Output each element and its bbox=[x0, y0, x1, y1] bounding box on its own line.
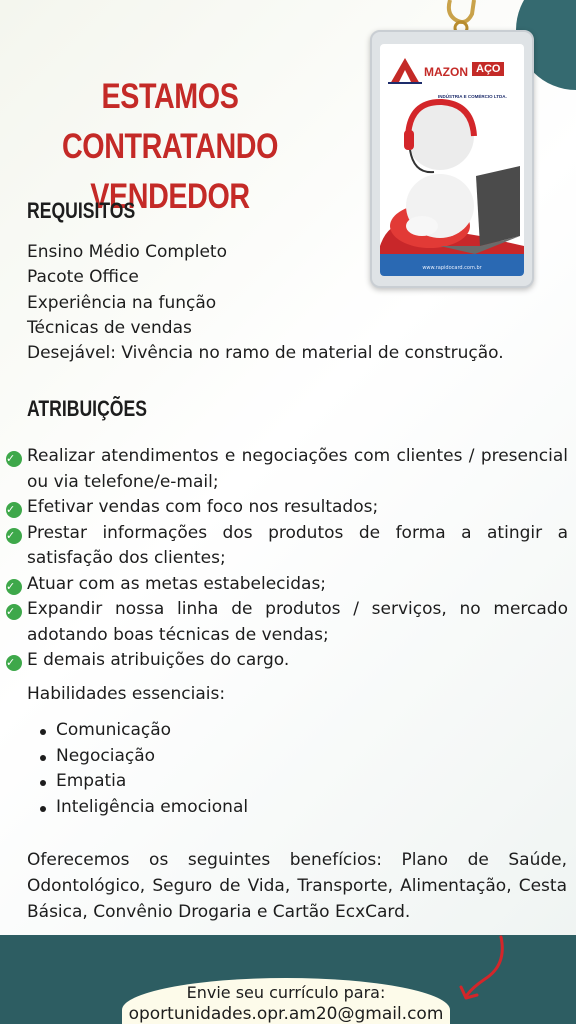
requisitos-heading: REQUISITOS bbox=[27, 198, 136, 223]
list-item-text: Realizar atendimentos e negociações com clientes / presencial ou via telefone/e-mail; bbox=[27, 446, 568, 492]
list-item-text: Expandir nossa linha de produtos / serviços, no mercado adotando boas técnicas de vendas; bbox=[27, 599, 568, 645]
check-icon: ✓ bbox=[6, 502, 22, 518]
requisitos-list bbox=[27, 240, 504, 366]
list-item: Negociação bbox=[38, 744, 248, 770]
check-icon: ✓ bbox=[6, 655, 22, 671]
list-item: Comunicação bbox=[38, 718, 248, 744]
check-icon: ✓ bbox=[6, 528, 22, 544]
check-icon: ✓ bbox=[6, 579, 22, 595]
list-item bbox=[6, 572, 568, 598]
list-item: Pacote Office bbox=[27, 267, 139, 288]
headline-line2: VENDEDOR bbox=[90, 177, 250, 216]
list-item-text: Atuar com as metas estabelecidas; bbox=[27, 573, 327, 594]
logo-subtitle: INDÚSTRIA E COMÉRCIO LTDA. bbox=[438, 94, 507, 99]
logo-a-icon bbox=[388, 56, 422, 86]
list-item: Inteligência emocional bbox=[38, 795, 248, 821]
habilidades-label: Habilidades essenciais: bbox=[27, 684, 226, 704]
logo-text: MAZON bbox=[424, 65, 468, 79]
list-item bbox=[6, 444, 568, 495]
check-icon: ✓ bbox=[6, 451, 22, 467]
atribuicoes-heading: ATRIBUIÇÕES bbox=[27, 396, 147, 421]
arrow-down-icon bbox=[455, 935, 515, 1005]
list-item bbox=[6, 648, 568, 674]
list-item-text: Prestar informações dos produtos de forma a atingir a satisfação dos clientes; bbox=[27, 522, 568, 568]
check-icon: ✓ bbox=[6, 604, 22, 620]
list-item bbox=[6, 597, 568, 648]
cta-email[interactable]: oportunidades.opr.am20@gmail.com bbox=[128, 1004, 444, 1024]
list-item: Experiência na função bbox=[27, 292, 217, 313]
list-item: Técnicas de vendas bbox=[27, 317, 192, 338]
benefits-paragraph: Oferecemos os seguintes benefícios: Plano de Saúde, Odontológico, Seguro de Vida, Transporte, Alimentação, Cesta Básica, Convênio Drogaria e Cartão EcxCard. bbox=[27, 850, 567, 922]
logo-aco-text: AÇO bbox=[472, 62, 504, 76]
headline-line1: ESTAMOS CONTRATANDO bbox=[61, 77, 279, 166]
list-item-text: E demais atribuições do cargo. bbox=[27, 650, 290, 670]
list-item: Desejável: Vivência no ramo de material de construção. bbox=[27, 343, 504, 364]
badge-url: www.rapidocard.com.br bbox=[422, 265, 482, 271]
company-logo bbox=[388, 56, 518, 86]
atribuicoes-list bbox=[6, 444, 568, 674]
list-item bbox=[6, 495, 568, 521]
list-item: Ensino Médio Completo bbox=[27, 242, 227, 262]
cta-label: Envie seu currículo para: bbox=[186, 983, 386, 1002]
list-item-text: Efetivar vendas com foco nos resultados; bbox=[27, 497, 379, 517]
habilidades-list bbox=[38, 718, 248, 820]
list-item: Empatia bbox=[38, 769, 248, 795]
list-item bbox=[6, 521, 568, 572]
cta-bubble bbox=[122, 978, 450, 1024]
